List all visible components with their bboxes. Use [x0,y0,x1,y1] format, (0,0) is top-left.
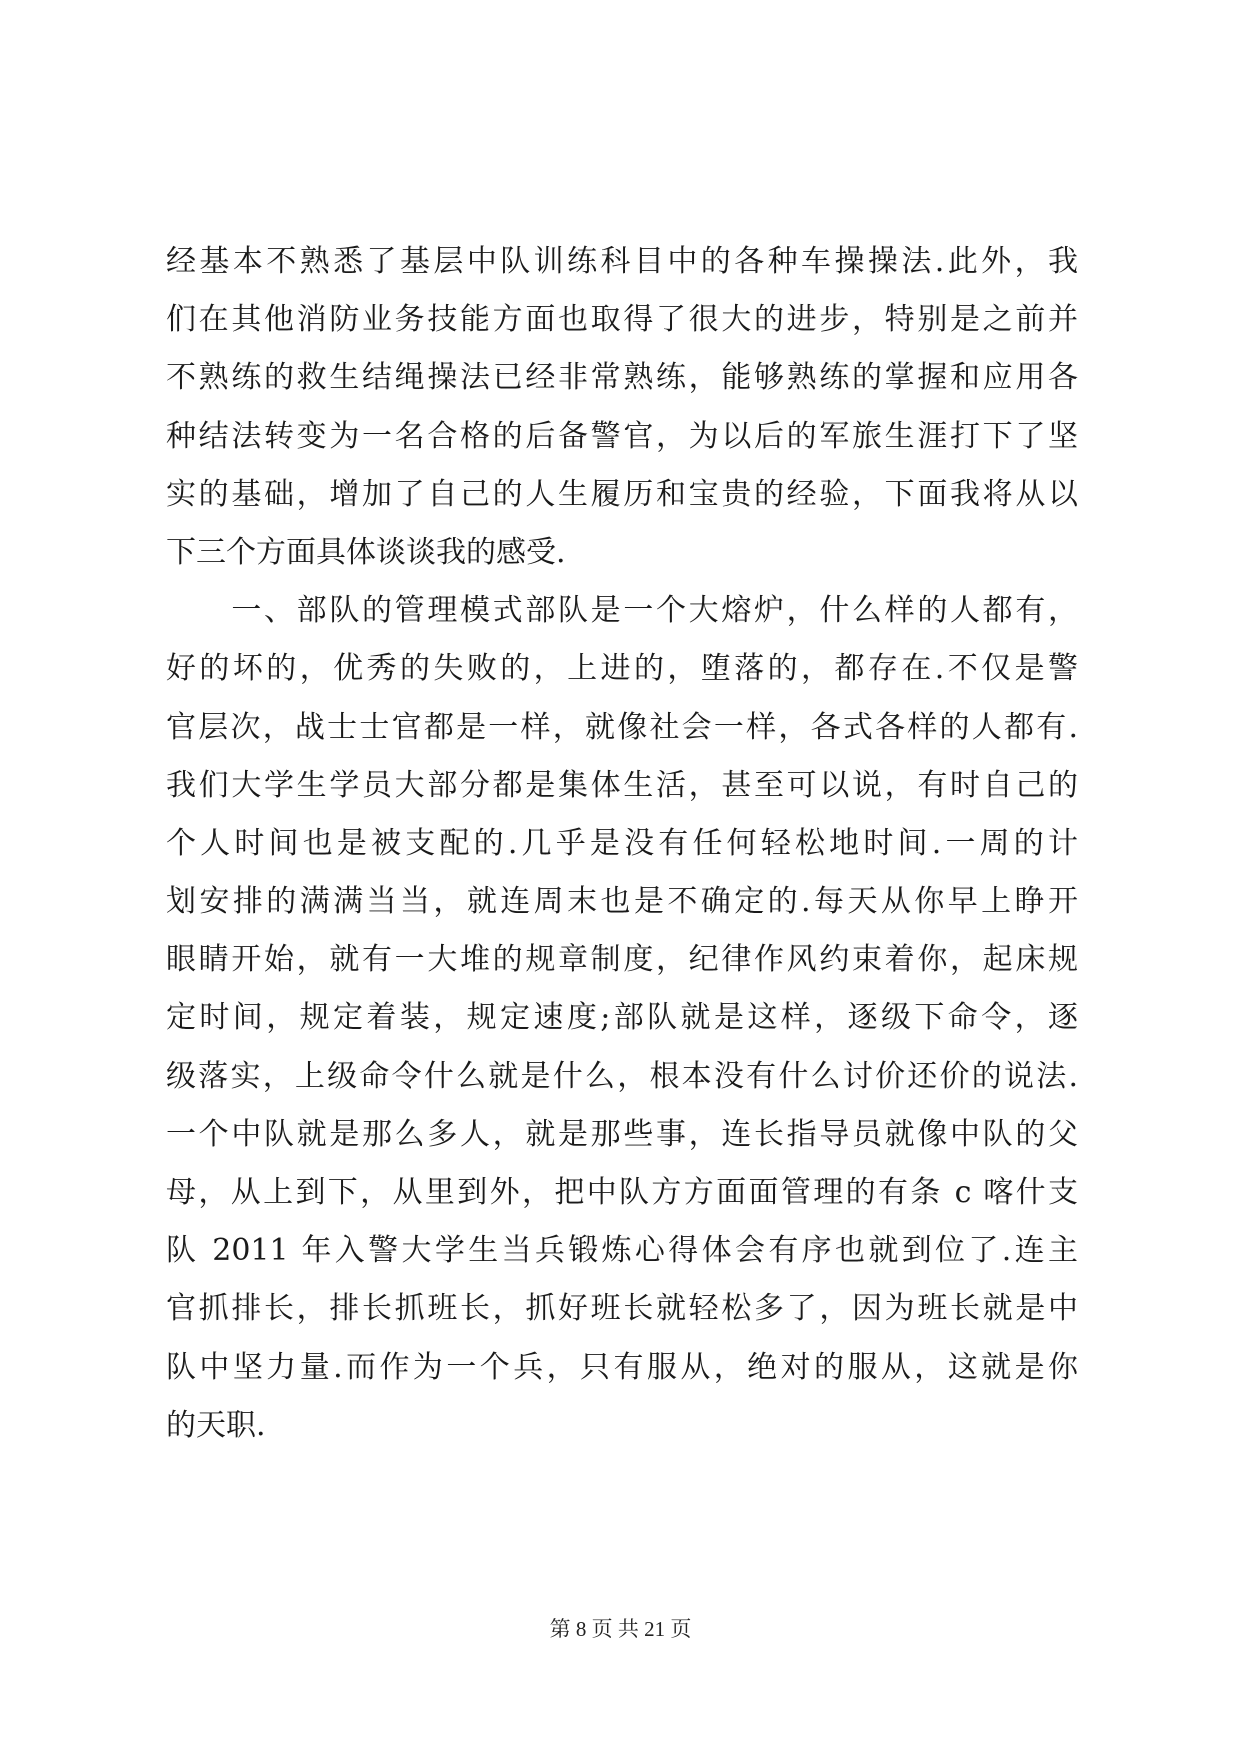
text-line: 眼睛开始，就有一大堆的规章制度，纪律作风约束着你，起床规 [166,942,1078,978]
text-line: 我们大学生学员大部分都是集体生活，甚至可以说，有时自己的 [166,767,1078,803]
text-line: 定时间，规定着装，规定速度;部队就是这样，逐级下命令，逐 [166,1000,1078,1036]
text-line: 好的坏的，优秀的失败的，上进的，堕落的，都存在.不仅是警 [166,651,1078,687]
text-line: 队 2011 年入警大学生当兵锻炼心得体会有序也就到位了.连主 [166,1233,1078,1269]
text-line: 的天职. [166,1407,266,1443]
text-line: 划安排的满满当当，就连周末也是不确定的.每天从你早上睁开 [166,884,1078,920]
page-footer [0,1615,1241,1643]
text-line: 不熟练的救生结绳操法已经非常熟练，能够熟练的掌握和应用各 [166,360,1078,396]
text-line: 经基本不熟悉了基层中队训练科目中的各种车操操法.此外，我 [166,244,1078,279]
page-number-label: 第 8 页 共 21 页 [549,1617,692,1641]
text-line: 级落实，上级命令什么就是什么，根本没有什么讨价还价的说法. [166,1058,1078,1094]
text-line: 一、部队的管理模式部队是一个大熔炉，什么样的人都有， [166,593,1078,629]
text-line: 母，从上到下，从里到外，把中队方方面面管理的有条 c 喀什支 [166,1175,1078,1210]
text-line: 一个中队就是那么多人，就是那些事，连长指导员就像中队的父 [166,1116,1078,1152]
body-text [166,233,1078,1455]
text-line: 种结法转变为一名合格的后备警官，为以后的军旅生涯打下了坚 [166,418,1078,454]
text-line: 队中坚力量.而作为一个兵，只有服从，绝对的服从，这就是你 [166,1349,1078,1385]
text-line: 实的基础，增加了自己的人生履历和宝贵的经验，下面我将从以 [166,476,1078,512]
text-line: 官抓排长，排长抓班长，抓好班长就轻松多了，因为班长就是中 [166,1291,1078,1327]
text-line: 下三个方面具体谈谈我的感受. [166,534,566,570]
text-line: 官层次，战士士官都是一样，就像社会一样，各式各样的人都有. [166,709,1078,745]
text-line: 个人时间也是被支配的.几乎是没有任何轻松地时间.一周的计 [166,825,1078,861]
text-line: 们在其他消防业务技能方面也取得了很大的进步，特别是之前并 [166,302,1078,338]
